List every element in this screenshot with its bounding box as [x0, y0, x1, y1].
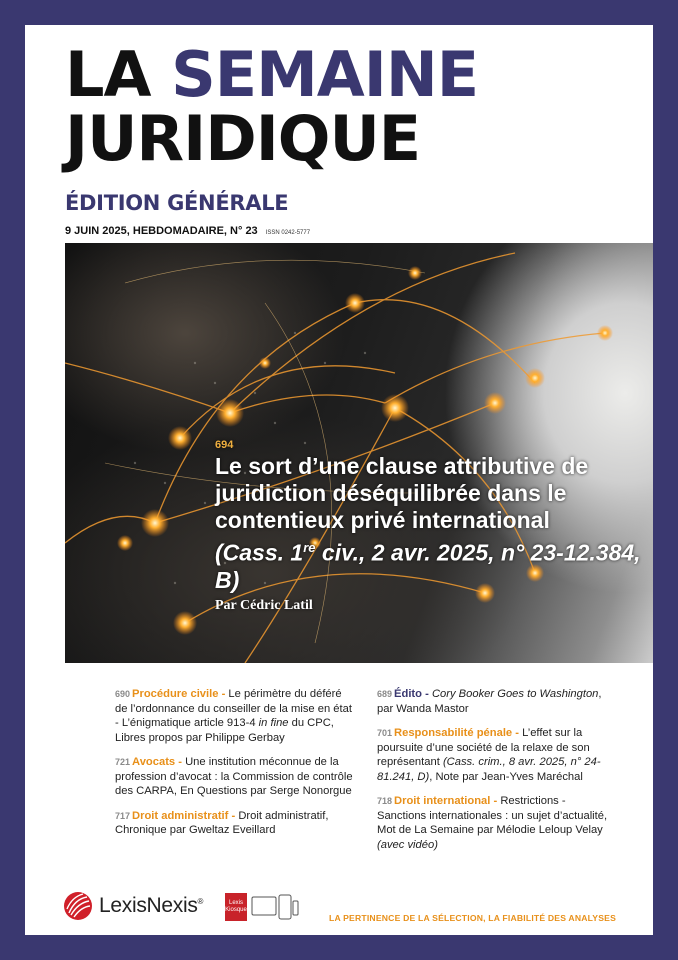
hero-image[interactable]: [65, 243, 653, 663]
toc-number: 701: [377, 728, 393, 738]
tablet-device-icon: [252, 897, 276, 915]
ref-part-b: civ., 2 avr. 2025, n° 23-12.384, B): [215, 539, 641, 593]
toc-number: 689: [377, 689, 393, 699]
masthead-la: LA: [65, 38, 151, 111]
toc-number: 690: [115, 689, 131, 699]
toc-text: Une institution méconnue de la profession d’avocat : la Commission de contrôle des CARPA, En Questions par Serge Nonorgue: [115, 756, 353, 797]
logo-name: LexisNexis: [99, 894, 198, 917]
toc-rubric: Avocats -: [132, 756, 182, 768]
toc-rubric: Édito -: [394, 688, 429, 700]
toc-item[interactable]: [377, 794, 617, 852]
kiosque-line-1: Lexis: [228, 900, 243, 906]
toc-item[interactable]: [115, 809, 355, 838]
toc-text-end: , par Wanda Mastor: [377, 688, 602, 715]
phone-device-icon: [279, 895, 291, 919]
toc-item[interactable]: [377, 687, 617, 716]
toc-number: 718: [377, 796, 393, 806]
lead-article-title: Le sort d’une clause attributive de juridiction déséquilibrée dans le contentieux privé international: [215, 453, 589, 533]
toc-item[interactable]: [115, 755, 355, 799]
lead-article-author: Par Cédric Latil: [215, 597, 313, 613]
lead-article[interactable]: [215, 439, 653, 614]
issn: ISSN 0242-5777: [265, 230, 311, 236]
toc-item[interactable]: [115, 687, 355, 745]
edition-label: ÉDITION GÉNÉRALE: [65, 191, 289, 215]
toc-item[interactable]: [377, 726, 617, 784]
toc-rubric: Responsabilité pénale -: [394, 727, 519, 739]
lexisnexis-wordmark: [99, 894, 203, 918]
toc-text-end: du CPC, Libres propos par Philippe Gerbay: [115, 717, 334, 744]
toc-rubric: Droit administratif -: [132, 809, 236, 822]
toc-text-end: , Note par Jean-Yves Maréchal: [429, 770, 583, 783]
issue-date: 9 JUIN 2025, HEBDOMADAIRE, N° 23: [65, 225, 258, 237]
ref-superscript: re: [303, 540, 316, 555]
masthead-juridique: JURIDIQUE: [65, 102, 421, 175]
toc-number: 717: [115, 810, 131, 821]
toc-text: Le périmètre du déféré de l’ordonnance du conseiller de la mise en état - L’énigmatique article 913-4: [115, 688, 352, 729]
toc-text-italic: (Cass. crim., 8 avr. 2025, n° 24-81.241, D): [377, 756, 601, 783]
toc-text: L’effet sur la poursuite d’une société de la relaxe de son représentant: [377, 727, 590, 768]
toc-number: 721: [115, 757, 131, 767]
cover-page: [25, 25, 653, 935]
toc-text: Droit administratif, Chronique par Gweltaz Eveillard: [115, 809, 329, 836]
toc-text-italic: in fine: [258, 717, 289, 729]
toc-text-italic: (avec vidéo): [377, 838, 438, 851]
toc-text: Restrictions - Sanctions internationales : un sujet d’actualité, Mot de La Semaine par Mélodie Leloup Velay: [377, 795, 608, 836]
issue-line: [65, 225, 310, 237]
tagline: LA PERTINENCE DE LA SÉLECTION, LA FIABILITÉ DES ANALYSES: [329, 913, 617, 923]
masthead-title: [65, 38, 479, 175]
devices-icon: [251, 893, 299, 923]
kiosque-line-2: Kiosque: [225, 907, 247, 913]
contents-left-column: [115, 687, 355, 848]
toc-rubric: Droit international -: [394, 795, 498, 807]
logo-registered: ®: [197, 897, 204, 906]
lexisnexis-logo[interactable]: [63, 891, 203, 921]
lead-article-number: 694: [215, 439, 234, 451]
small-phone-icon: [293, 901, 298, 915]
masthead-semaine: SEMAINE: [171, 38, 479, 111]
ref-part-a: (Cass. 1: [215, 539, 304, 566]
lexis-kiosque-badge[interactable]: [225, 893, 247, 921]
lexisnexis-logo-icon: [63, 891, 93, 921]
lead-article-reference: [215, 534, 653, 594]
contents-right-column: [377, 687, 617, 862]
toc-text-italic: Cory Booker Goes to Washington: [431, 688, 599, 700]
toc-rubric: Procédure civile -: [132, 688, 226, 700]
